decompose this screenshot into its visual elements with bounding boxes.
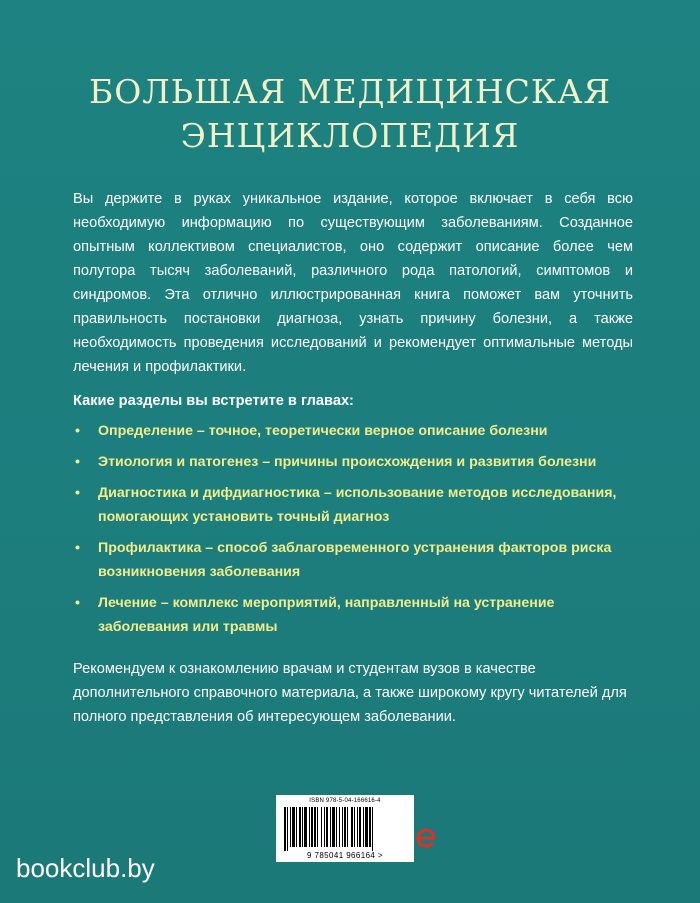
list-item: [73, 591, 633, 639]
section-text: Профилактика – способ заблаговременного устранения факторов риска возникновения заболевания: [98, 540, 612, 580]
isbn-digits: 9 785041 966164 >: [307, 851, 383, 860]
section-text: Лечение – комплекс мероприятий, направленный на устранение заболевания или травмы: [98, 595, 555, 635]
intro-paragraph: Вы держите в руках уникальное издание, которое включает в себя всю необходимую информацию по существующим заболеваниям. Созданное опытным коллективом специалистов, оно содержит описание более чем полутора тысяч заболеваний, различного рода патологий, симптомов и синдромов. Эта отлично иллюстрированная книга поможет вам уточнить правильность постановки диагноза, узнать причину болезни, а также необходимость проведения исследований и рекомендует оптимальные методы лечения и профилактики.: [73, 191, 633, 375]
list-item: [73, 419, 633, 443]
sections-list: [73, 419, 633, 646]
site-watermark: bookclub.by: [16, 853, 155, 883]
recommendation-paragraph: Рекомендуем к ознакомлению врачам и студентам вузов в качестве дополнительного справочного материала, а также широкому кругу читателей для полного представления об интересующем заболевании.: [73, 661, 627, 725]
sections-heading: Какие разделы вы встретите в главах:: [73, 393, 354, 409]
bullet-icon: •: [75, 454, 80, 470]
list-item: [73, 450, 633, 474]
list-item: [73, 481, 633, 529]
isbn-barcode: [276, 795, 414, 862]
cover-title-line1: БОЛЬШАЯ МЕДИЦИНСКАЯ: [88, 72, 612, 111]
isbn-label: ISBN 978-5-04-166616-4: [309, 798, 381, 804]
eksmo-e-logo-icon: [414, 826, 438, 850]
bullet-icon: •: [75, 540, 80, 556]
barcode-icon: [284, 807, 406, 851]
section-text: Определение – точное, теоретически верное описание болезни: [98, 423, 548, 439]
list-item: [73, 536, 633, 584]
bullet-icon: •: [75, 423, 80, 439]
section-text: Диагностика и дифдиагностика – использование методов исследования, помогающих установить точный диагноз: [98, 485, 617, 525]
bullet-icon: •: [75, 595, 80, 611]
cover-title-line2: ЭНЦИКЛОПЕДИЯ: [180, 116, 520, 155]
bullet-icon: •: [75, 485, 80, 501]
section-text: Этиология и патогенез – причины происхождения и развития болезни: [98, 454, 597, 470]
